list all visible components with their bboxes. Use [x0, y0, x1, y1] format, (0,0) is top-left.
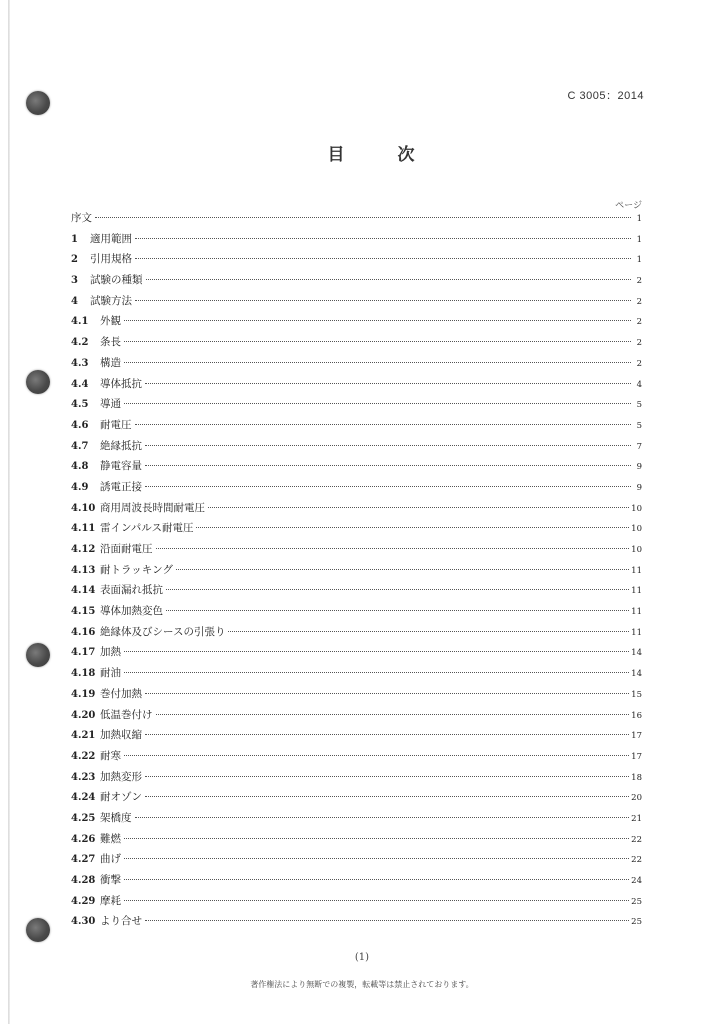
toc-entry[interactable]	[71, 376, 642, 397]
toc-entry-label: 低温巻付け	[100, 708, 153, 721]
toc-entry-number: 4.1	[71, 316, 89, 328]
toc-leader-dots	[124, 362, 631, 363]
toc-leader-dots	[95, 217, 631, 218]
toc-entry-label: 絶縁体及びシースの引張り	[100, 625, 226, 638]
toc-entry-number: 4.28	[71, 875, 96, 886]
toc-entry-page: 2	[636, 296, 642, 307]
toc-leader-dots	[145, 734, 629, 735]
toc-leader-dots	[145, 486, 631, 487]
toc-entry-number: 4.13	[71, 564, 96, 576]
toc-leader-dots	[135, 258, 631, 259]
copyright-notice: 著作権法により無断での複製，転載等は禁止されております。	[250, 980, 474, 989]
toc-entry[interactable]	[71, 520, 642, 541]
toc-leader-dots	[135, 817, 630, 818]
toc-leader-dots	[166, 589, 629, 590]
toc-entry[interactable]	[71, 665, 642, 686]
toc-entry-page: 11	[631, 565, 642, 576]
toc-entry-page: 5	[636, 400, 642, 411]
page-column-label: ページ	[615, 201, 642, 211]
toc-entry-page: 1	[636, 255, 642, 266]
toc-entry-number: 4.12	[71, 544, 96, 555]
toc-leader-dots	[208, 507, 629, 508]
toc-entry[interactable]	[71, 582, 642, 603]
toc-entry[interactable]	[71, 541, 642, 562]
toc-entry-number: 4.21	[71, 730, 96, 742]
toc-entry-label: 引用規格	[90, 253, 132, 266]
toc-entry-number: 4.17	[71, 647, 96, 659]
toc-entry-page: 1	[636, 234, 642, 245]
toc-entry-label: 耐電圧	[100, 418, 132, 431]
toc-entry[interactable]	[71, 686, 642, 707]
toc-entry[interactable]	[71, 893, 642, 914]
toc-entry-number: 4.26	[71, 833, 96, 845]
toc-entry-label: 構造	[100, 356, 121, 369]
toc-entry-label: 加熱収縮	[100, 729, 142, 742]
toc-entry-page: 10	[631, 545, 642, 555]
toc-leader-dots	[145, 465, 631, 466]
toc-leader-dots	[124, 900, 629, 901]
toc-entry[interactable]	[71, 624, 642, 645]
toc-leader-dots	[156, 548, 630, 549]
toc-entry-page: 16	[631, 710, 642, 721]
toc-entry-number: 4.24	[71, 792, 96, 804]
toc-entry-label: 適用範囲	[90, 232, 132, 245]
toc-entry-page: 22	[631, 855, 642, 866]
toc-entry[interactable]	[71, 810, 642, 831]
toc-entry-number: 4.14	[71, 585, 96, 597]
toc-entry-number: 4.2	[71, 337, 89, 349]
toc-entry-number: 4.27	[71, 854, 96, 866]
toc-entry-page: 21	[631, 813, 642, 824]
toc-entry[interactable]	[71, 231, 642, 252]
toc-entry-label: 摩耗	[100, 894, 121, 907]
toc-leader-dots	[145, 920, 629, 921]
toc-entry-page: 10	[631, 524, 642, 535]
toc-entry-label: 誘電正接	[100, 480, 142, 493]
toc-entry-page: 17	[631, 751, 642, 762]
toc-entry-label: 耐油	[100, 667, 121, 680]
toc-entry[interactable]	[71, 707, 642, 728]
page-number: (1)	[354, 952, 370, 963]
toc-leader-dots	[228, 631, 629, 632]
toc-entry-label: 曲げ	[100, 853, 121, 866]
toc-entry-page: 7	[636, 441, 642, 452]
toc-entry-number: 4.9	[71, 481, 89, 493]
toc-leader-dots	[135, 238, 631, 239]
toc-entry-page: 14	[631, 648, 642, 659]
punch-hole	[26, 370, 50, 394]
toc-entry[interactable]	[71, 313, 642, 334]
toc-entry-label: より合せ	[100, 915, 142, 928]
toc-entry-number: 4.15	[71, 606, 96, 618]
toc-entry-page: 9	[636, 462, 642, 473]
toc-entry[interactable]	[71, 851, 642, 872]
toc-entry-label: 導体加熱変色	[100, 605, 163, 618]
toc-entry-page: 2	[636, 276, 642, 287]
toc-entry-page: 18	[631, 772, 642, 783]
toc-entry-number: 4.22	[71, 750, 96, 762]
toc-entry[interactable]	[71, 748, 642, 769]
toc-entry-page: 4	[636, 379, 642, 390]
toc-entry-page: 5	[636, 420, 642, 431]
toc-leader-dots	[135, 424, 632, 425]
toc-leader-dots	[166, 610, 629, 611]
toc-entry[interactable]	[71, 769, 642, 790]
punch-hole	[26, 643, 50, 667]
toc-leader-dots	[146, 279, 632, 280]
toc-entry[interactable]	[71, 603, 642, 624]
toc-entry-label: 沿面耐電圧	[100, 543, 153, 555]
toc-leader-dots	[145, 776, 629, 777]
toc-entry[interactable]	[71, 479, 642, 500]
toc-entry-number: 4.29	[71, 895, 96, 907]
toc-entry[interactable]	[71, 355, 642, 376]
toc-entry-page: 2	[636, 317, 642, 328]
toc-entry-label: 絶縁抵抗	[100, 439, 142, 452]
toc-leader-dots	[156, 714, 630, 715]
punch-hole	[26, 91, 50, 115]
toc-entry-number: 4.6	[71, 419, 89, 431]
toc-entry[interactable]	[71, 789, 642, 810]
toc-entry-label: 静電容量	[100, 460, 142, 473]
toc-entry-page: 2	[636, 338, 642, 349]
toc-leader-dots	[124, 651, 629, 652]
toc-leader-dots	[135, 300, 631, 301]
toc-entry-page: 10	[631, 503, 642, 514]
toc-entry[interactable]	[71, 872, 642, 893]
toc-entry-label: 耐オゾン	[100, 791, 142, 804]
table-of-contents	[71, 210, 642, 934]
toc-leader-dots	[124, 403, 631, 404]
toc-entry-label: 雷インパルス耐電圧	[100, 522, 194, 535]
page-title: 目 次	[327, 145, 433, 165]
toc-leader-dots	[124, 858, 629, 859]
toc-entry-label: 序文	[71, 212, 92, 224]
toc-entry-number: 4.10	[71, 502, 96, 514]
toc-leader-dots	[124, 320, 631, 321]
toc-entry[interactable]	[71, 272, 642, 293]
toc-entry-number: 4	[71, 295, 78, 307]
toc-entry-label: 試験方法	[90, 294, 132, 307]
toc-entry-label: 外観	[100, 315, 121, 328]
toc-entry[interactable]	[71, 251, 642, 272]
toc-entry-page: 15	[631, 689, 642, 700]
toc-entry[interactable]	[71, 500, 642, 521]
toc-leader-dots	[145, 693, 629, 694]
toc-leader-dots	[145, 383, 631, 384]
toc-entry-number: 4.3	[71, 357, 89, 369]
toc-entry-number: 2	[71, 254, 78, 266]
toc-entry[interactable]	[71, 727, 642, 748]
toc-entry-number: 4.8	[71, 461, 89, 473]
toc-leader-dots	[124, 755, 629, 756]
toc-entry[interactable]	[71, 644, 642, 665]
toc-entry-page: 9	[636, 482, 642, 493]
document-code: C 3005：2014	[567, 90, 644, 102]
toc-entry-page: 1	[636, 214, 642, 224]
toc-entry[interactable]	[71, 417, 642, 438]
toc-entry-page: 11	[631, 586, 642, 597]
toc-entry-number: 3	[71, 275, 78, 287]
toc-entry[interactable]	[71, 210, 642, 231]
toc-entry-label: 加熱変形	[100, 770, 142, 783]
toc-entry[interactable]	[71, 913, 642, 934]
toc-entry-label: 難燃	[100, 832, 121, 845]
toc-entry[interactable]	[71, 458, 642, 479]
toc-entry-label: 耐トラッキング	[100, 563, 173, 576]
toc-entry-page: 11	[631, 627, 642, 638]
toc-leader-dots	[145, 796, 629, 797]
toc-entry-label: 導体抵抗	[100, 377, 142, 390]
toc-entry-label: 加熱	[100, 646, 121, 659]
toc-entry-page: 25	[631, 896, 642, 907]
toc-entry-number: 4.5	[71, 399, 89, 411]
toc-leader-dots	[124, 672, 629, 673]
toc-entry-label: 表面漏れ抵抗	[100, 584, 163, 597]
toc-entry-page: 14	[631, 669, 642, 680]
toc-entry-label: 耐寒	[100, 749, 121, 762]
toc-entry-number: 4.25	[71, 812, 96, 824]
toc-entry-label: 架橋度	[100, 811, 132, 824]
toc-leader-dots	[124, 341, 631, 342]
toc-entry[interactable]	[71, 396, 642, 417]
toc-entry[interactable]	[71, 438, 642, 459]
toc-entry-page: 20	[631, 793, 642, 804]
toc-entry-label: 商用周波長時間耐電圧	[100, 501, 205, 514]
punch-hole	[26, 918, 50, 942]
toc-entry[interactable]	[71, 334, 642, 355]
toc-entry-label: 巻付加熱	[100, 687, 142, 700]
toc-entry[interactable]	[71, 831, 642, 852]
toc-entry-page: 17	[631, 731, 642, 742]
toc-entry-number: 4.4	[71, 378, 89, 390]
toc-entry-page: 11	[631, 607, 642, 618]
toc-entry-number: 4.18	[71, 668, 96, 680]
toc-entry-label: 条長	[100, 336, 121, 349]
toc-leader-dots	[176, 569, 629, 570]
toc-entry[interactable]	[71, 293, 642, 314]
toc-entry-number: 4.30	[71, 916, 96, 928]
toc-entry[interactable]	[71, 562, 642, 583]
toc-leader-dots	[124, 879, 629, 880]
toc-entry-label: 衝撃	[100, 874, 121, 886]
toc-entry-number: 4.19	[71, 688, 96, 700]
toc-leader-dots	[124, 838, 629, 839]
toc-entry-label: 導通	[100, 398, 121, 411]
toc-entry-number: 4.16	[71, 626, 96, 638]
toc-entry-number: 4.20	[71, 709, 96, 721]
toc-leader-dots	[196, 527, 629, 528]
toc-entry-label: 試験の種類	[90, 274, 143, 287]
toc-entry-number: 4.7	[71, 440, 89, 452]
toc-entry-number: 4.23	[71, 771, 96, 783]
toc-entry-page: 24	[631, 876, 642, 886]
toc-entry-page: 2	[636, 358, 642, 369]
toc-entry-number: 4.11	[71, 523, 96, 535]
toc-entry-page: 25	[631, 917, 642, 928]
toc-leader-dots	[145, 445, 631, 446]
toc-entry-number: 1	[71, 233, 78, 245]
toc-entry-page: 22	[631, 834, 642, 845]
